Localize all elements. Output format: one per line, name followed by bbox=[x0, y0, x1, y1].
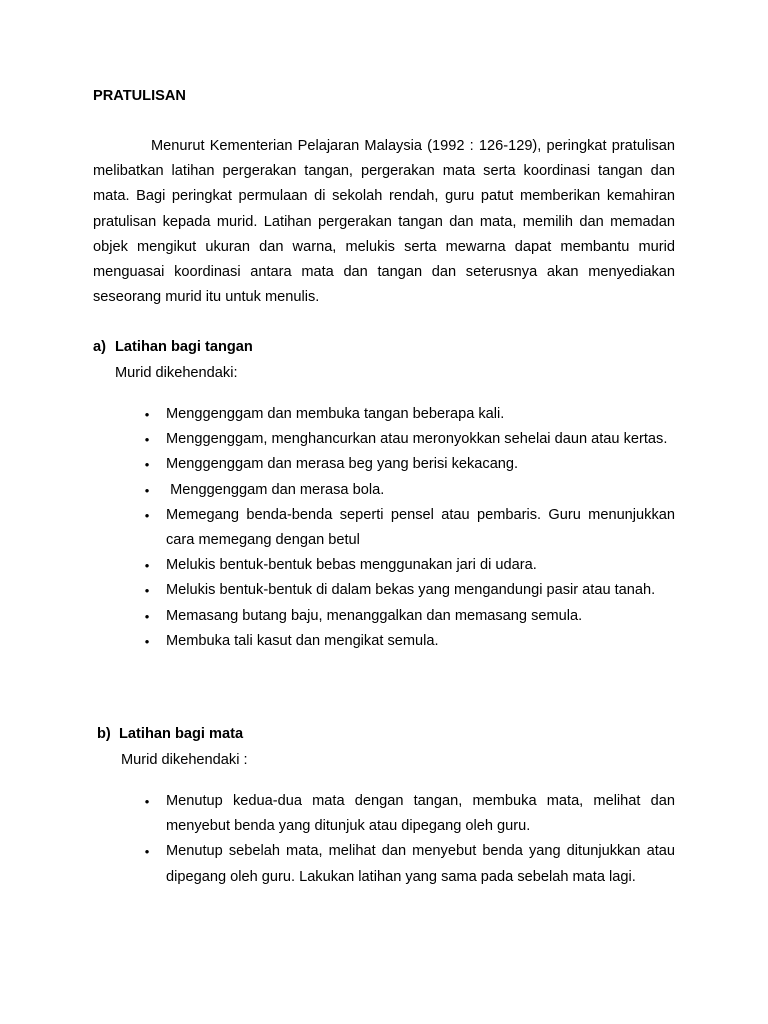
section-heading-text: Latihan bagi tangan bbox=[115, 339, 253, 355]
document-title: PRATULISAN bbox=[93, 88, 186, 104]
list-item bbox=[144, 789, 675, 839]
bullet-icon: • bbox=[144, 583, 150, 599]
list-item-text: Menggenggam dan membuka tangan beberapa kali. bbox=[166, 406, 505, 422]
list-item bbox=[144, 629, 675, 654]
intro-paragraph: Menurut Kementerian Pelajaran Malaysia (1992 : 126-129), peringkat pratulisan melibatkan latihan pergerakan tangan, pergerakan mata serta koordinasi tangan dan mata. Bagi peringkat permulaan di sekolah rendah, guru patut memberikan kemahiran pratulisan kepada murid. Latihan pergerakan tangan dan mata, memilih dan memadan objek mengikut ukuran dan warna, melukis serta mewarna dapat membantu murid menguasai koordinasi antara mata dan tangan dan seterusnya akan menyediakan seseorang murid itu untuk menulis. bbox=[93, 138, 675, 306]
list-item bbox=[144, 553, 675, 578]
bullet-icon: • bbox=[144, 844, 150, 860]
list-item bbox=[144, 839, 675, 889]
list-item bbox=[144, 578, 675, 603]
section-letter: b) bbox=[97, 726, 111, 742]
list-item-text: Melukis bentuk-bentuk di dalam bekas yang mengandungi pasir atau tanah. bbox=[166, 582, 656, 599]
bullet-icon: • bbox=[144, 482, 150, 498]
bullet-icon: • bbox=[144, 558, 150, 574]
section-heading-text: Latihan bagi mata bbox=[119, 726, 244, 742]
list-item-text: Melukis bentuk-bentuk bebas menggunakan jari di udara. bbox=[166, 557, 537, 574]
bullet-icon: • bbox=[144, 608, 150, 624]
bullet-icon: • bbox=[144, 407, 150, 422]
list-item-text: Menggenggam dan merasa beg yang berisi kekacang. bbox=[166, 456, 519, 473]
bullet-icon: • bbox=[144, 432, 150, 448]
list-item-text: Menutup sebelah mata, melihat dan menyebut benda yang ditunjukkan atau dipegang oleh guru. Lakukan latihan yang sama pada sebelah mata lagi. bbox=[166, 843, 675, 885]
list-item bbox=[144, 452, 675, 477]
list-item-text: Memegang benda-benda seperti pensel atau pembaris. Guru menunjukkan cara memegang dengan betul bbox=[166, 506, 675, 549]
list-item-text: Menutup kedua-dua mata dengan tangan, membuka mata, melihat dan menyebut benda yang ditunjuk atau dipegang oleh guru. bbox=[166, 793, 675, 835]
bullet-icon: • bbox=[144, 794, 150, 809]
list-item-text: Membuka tali kasut dan mengikat semula. bbox=[166, 632, 439, 649]
list-item bbox=[144, 503, 675, 553]
bullet-icon: • bbox=[144, 633, 150, 649]
bullet-icon: • bbox=[144, 457, 150, 473]
list-item-text: Memasang butang baju, menanggalkan dan memasang semula. bbox=[166, 607, 583, 624]
section-subtitle-hand: Murid dikehendaki: bbox=[115, 365, 238, 381]
list-item bbox=[144, 402, 675, 427]
list-item bbox=[144, 478, 675, 503]
bullet-list-hand bbox=[144, 402, 675, 654]
section-heading-eye bbox=[97, 725, 243, 743]
list-item-text: Menggenggam, menghancurkan atau meronyokkan sehelai daun atau kertas. bbox=[166, 431, 668, 448]
section-heading-hand bbox=[93, 338, 253, 356]
bullet-list-eye bbox=[144, 789, 675, 890]
list-item bbox=[144, 604, 675, 629]
list-item-text: Menggenggam dan merasa bola. bbox=[166, 481, 385, 498]
list-item bbox=[144, 427, 675, 452]
section-subtitle-eye: Murid dikehendaki : bbox=[121, 752, 248, 768]
bullet-icon: • bbox=[144, 507, 150, 523]
section-letter: a) bbox=[93, 339, 106, 355]
